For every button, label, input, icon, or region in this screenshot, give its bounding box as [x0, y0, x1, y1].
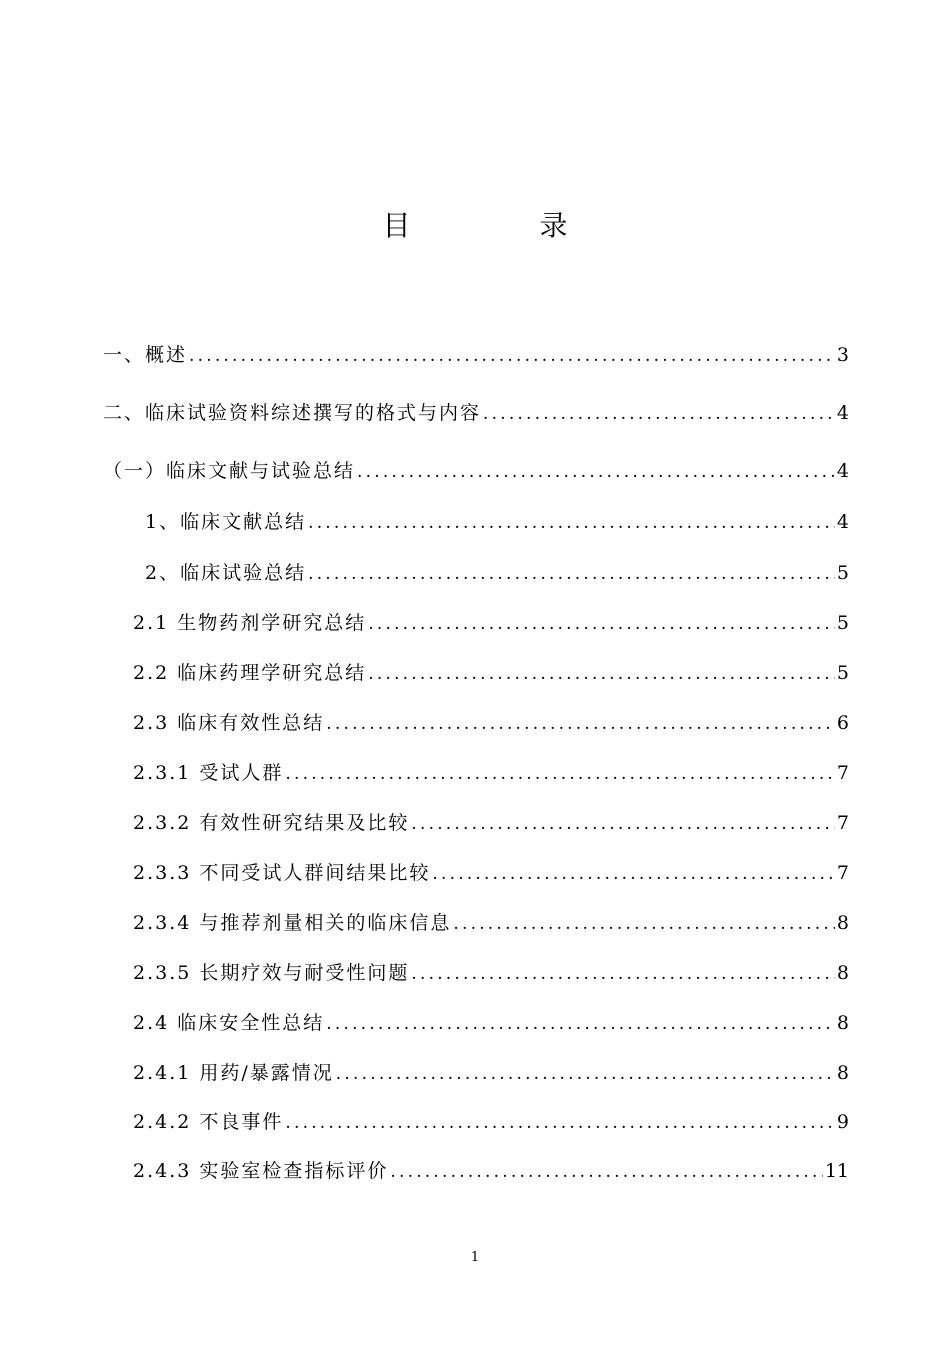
toc-entry-label: （一）临床文献与试验总结	[103, 460, 356, 482]
toc-dot-leader	[357, 462, 835, 482]
toc-entry-label: 2.4.1 用药/暴露情况	[133, 1062, 334, 1084]
toc-dot-leader	[285, 764, 835, 784]
toc-entry[interactable]	[145, 507, 849, 537]
toc-entry-label: 2.3.3 不同受试人群间结果比较	[133, 862, 431, 884]
toc-entry-page: 4	[836, 402, 849, 424]
toc-dot-leader	[308, 513, 835, 533]
toc-entry[interactable]	[145, 558, 849, 588]
toc-dot-leader	[326, 714, 835, 734]
toc-entry-page: 8	[836, 912, 849, 934]
toc-entry-label: 二、临床试验资料综述撰写的格式与内容	[103, 402, 482, 424]
toc-entry-label: 2.4.3 实验室检查指标评价	[133, 1160, 389, 1182]
toc-entry-label: 2.3.2 有效性研究结果及比较	[133, 812, 410, 834]
toc-entry[interactable]	[103, 456, 849, 486]
toc-dot-leader	[189, 346, 835, 366]
toc-dot-leader	[336, 1064, 835, 1084]
toc-entry-page: 8	[836, 962, 849, 984]
toc-entry-page: 11	[824, 1160, 849, 1182]
toc-entry-page: 7	[836, 812, 849, 834]
toc-entry-label: 2.2 临床药理学研究总结	[133, 662, 367, 684]
page-number: 1	[470, 1250, 480, 1265]
toc-entry-label: 2.3.4 与推荐剂量相关的临床信息	[133, 912, 452, 934]
toc-entry-page: 5	[836, 612, 849, 634]
toc-entry[interactable]	[133, 858, 849, 888]
toc-entry-page: 7	[836, 862, 849, 884]
page-title: 目 录	[382, 209, 628, 242]
toc-entry-page: 5	[836, 662, 849, 684]
toc-entry-label: 2.3.1 受试人群	[133, 762, 284, 784]
toc-entry-page: 7	[836, 762, 849, 784]
toc-entry-label: 2.1 生物药剂学研究总结	[133, 612, 367, 634]
toc-entry[interactable]	[133, 908, 849, 938]
toc-entry[interactable]	[133, 808, 849, 838]
toc-entry-label: 2.3 临床有效性总结	[133, 712, 325, 734]
toc-entry-label: 2.3.5 长期疗效与耐受性问题	[133, 962, 410, 984]
toc-dot-leader	[308, 564, 835, 584]
toc-dot-leader	[453, 914, 835, 934]
toc-entry-page: 3	[836, 344, 849, 366]
toc-dot-leader	[326, 1014, 835, 1034]
toc-entry[interactable]	[133, 608, 849, 638]
toc-entry[interactable]	[133, 1156, 849, 1186]
toc-entry[interactable]	[133, 1008, 849, 1038]
toc-entry[interactable]	[133, 1107, 849, 1137]
toc-entry-page: 5	[836, 562, 849, 584]
toc-entry[interactable]	[133, 1058, 849, 1088]
toc-entry-label: 2.4 临床安全性总结	[133, 1012, 325, 1034]
toc-entry-label: 1、临床文献总结	[145, 511, 307, 533]
toc-entry-label: 一、概述	[103, 344, 188, 366]
toc-dot-leader	[411, 814, 835, 834]
toc-entry-label: 2.4.2 不良事件	[133, 1111, 284, 1133]
toc-entry[interactable]	[133, 758, 849, 788]
toc-dot-leader	[483, 404, 835, 424]
toc-entry-page: 4	[836, 511, 849, 533]
toc-entry[interactable]	[133, 658, 849, 688]
toc-entry-label: 2、临床试验总结	[145, 562, 307, 584]
toc-dot-leader	[368, 664, 835, 684]
toc-entry[interactable]	[103, 398, 849, 428]
toc-dot-leader	[390, 1162, 822, 1182]
toc-entry-page: 4	[836, 460, 849, 482]
toc-dot-leader	[432, 864, 835, 884]
toc-entry[interactable]	[133, 708, 849, 738]
toc-entry[interactable]	[133, 958, 849, 988]
toc-entry-page: 8	[836, 1012, 849, 1034]
toc-entry-page: 8	[836, 1062, 849, 1084]
toc-entry-page: 6	[836, 712, 849, 734]
toc-dot-leader	[368, 614, 835, 634]
toc-entry[interactable]	[103, 340, 849, 370]
toc-entry-page: 9	[836, 1111, 849, 1133]
toc-dot-leader	[285, 1113, 835, 1133]
toc-dot-leader	[411, 964, 835, 984]
